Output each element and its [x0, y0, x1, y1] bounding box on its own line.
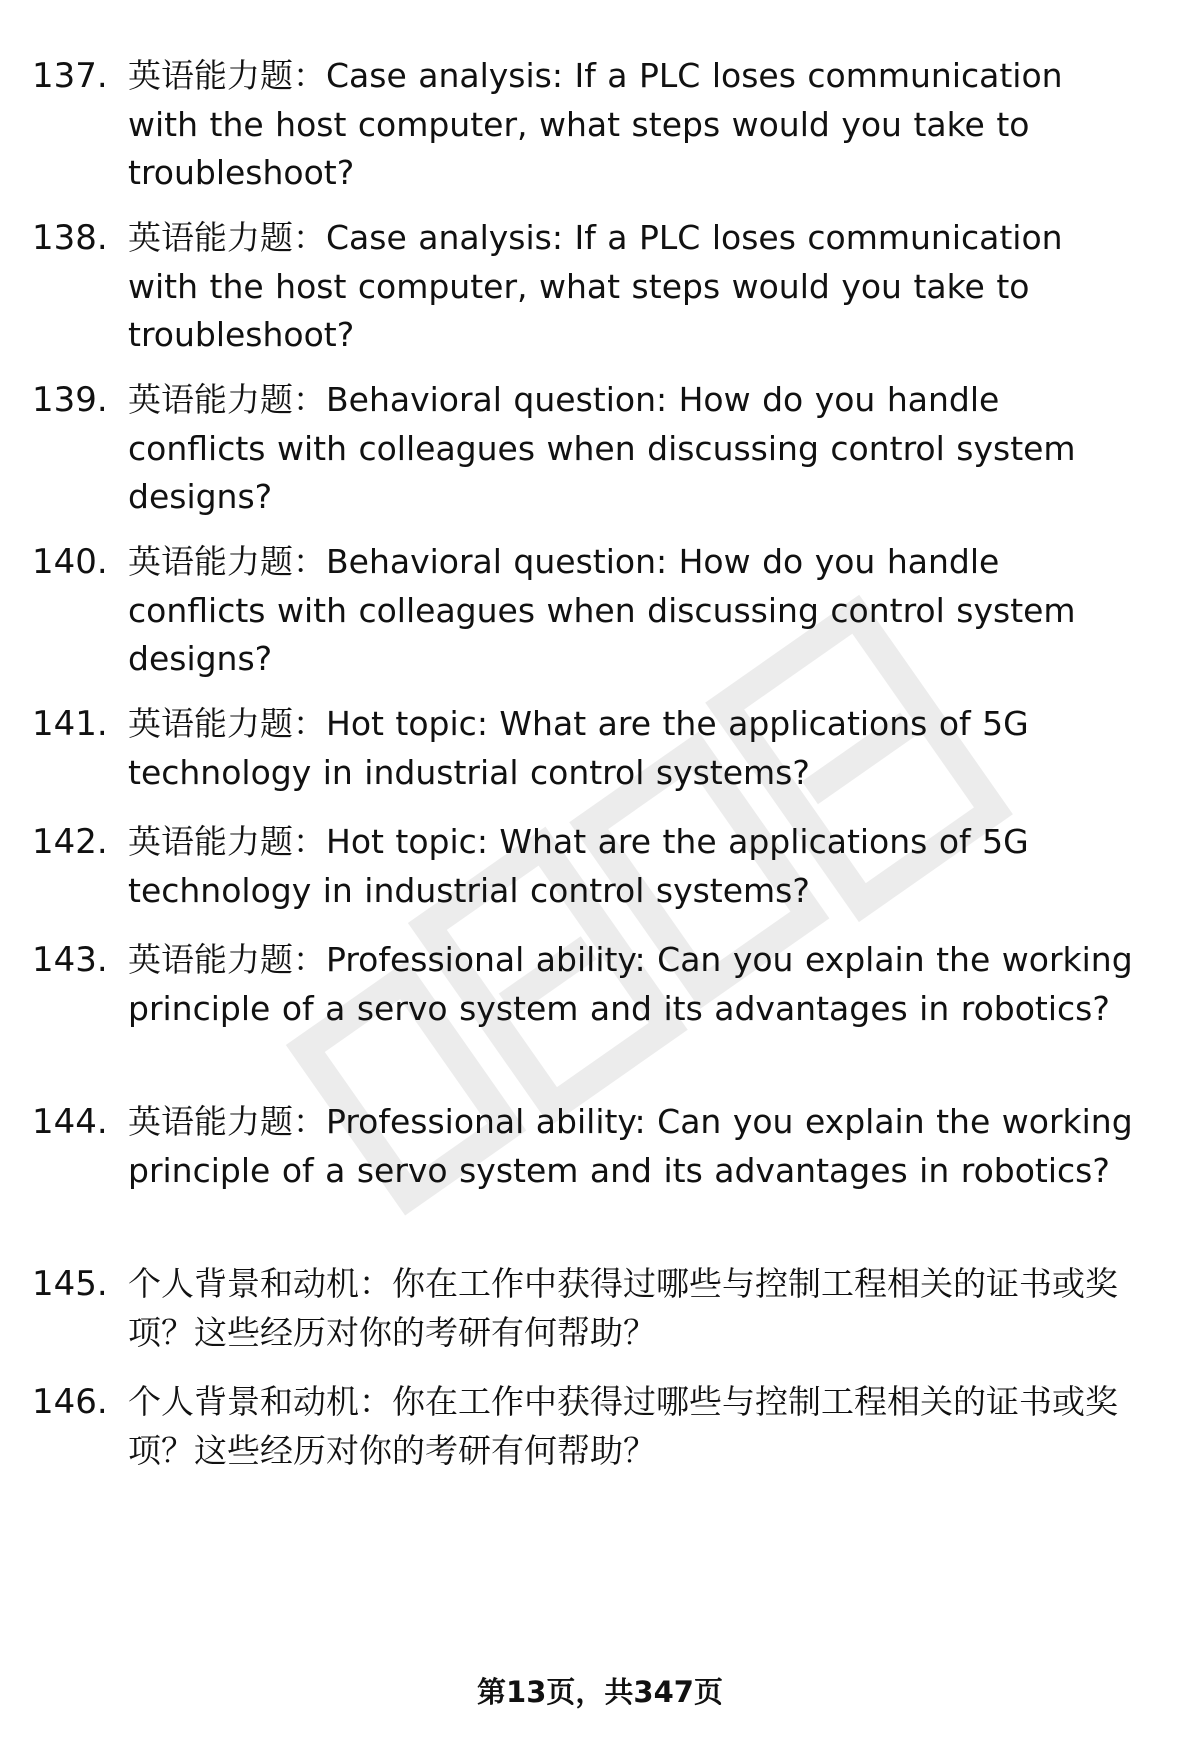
question-number: 141.: [32, 704, 108, 744]
question-number: 144.: [32, 1102, 108, 1142]
question-number: 139.: [32, 380, 108, 420]
question-text: 英语能力题：Professional ability: Can you explain the working principle of a servo system and its advantages in robotics?: [128, 1102, 1133, 1190]
question-number: 137.: [32, 56, 108, 96]
question-number: 142.: [32, 822, 108, 862]
question-text: 英语能力题：Behavioral question: How do you handle conflicts with colleagues when discussing control system designs?: [128, 542, 1076, 678]
question-number: 138.: [32, 218, 108, 258]
question-text: 英语能力题：Case analysis: If a PLC loses communication with the host computer, what steps would you take to troubleshoot?: [128, 56, 1063, 192]
question-number: 140.: [32, 542, 108, 582]
question-text: 英语能力题：Case analysis: If a PLC loses communication with the host computer, what steps would you take to troubleshoot?: [128, 218, 1063, 354]
question-text: 个人背景和动机：你在工作中获得过哪些与控制工程相关的证书或奖项？这些经历对你的考研有何帮助？: [128, 1264, 1118, 1352]
question-text: 英语能力题：Behavioral question: How do you handle conflicts with colleagues when discussing control system designs?: [128, 380, 1076, 516]
question-text: 英语能力题：Hot topic: What are the applications of 5G technology in industrial control systems?: [128, 704, 1029, 792]
question-number: 145.: [32, 1264, 108, 1304]
question-text: 英语能力题：Professional ability: Can you explain the working principle of a servo system and its advantages in robotics?: [128, 940, 1133, 1028]
question-number: 143.: [32, 940, 108, 980]
question-text: 英语能力题：Hot topic: What are the applications of 5G technology in industrial control systems?: [128, 822, 1029, 910]
page-indicator: 第13页，共347页: [477, 1675, 723, 1709]
question-number: 146.: [32, 1382, 108, 1422]
question-text: 个人背景和动机：你在工作中获得过哪些与控制工程相关的证书或奖项？这些经历对你的考研有何帮助？: [128, 1382, 1118, 1470]
